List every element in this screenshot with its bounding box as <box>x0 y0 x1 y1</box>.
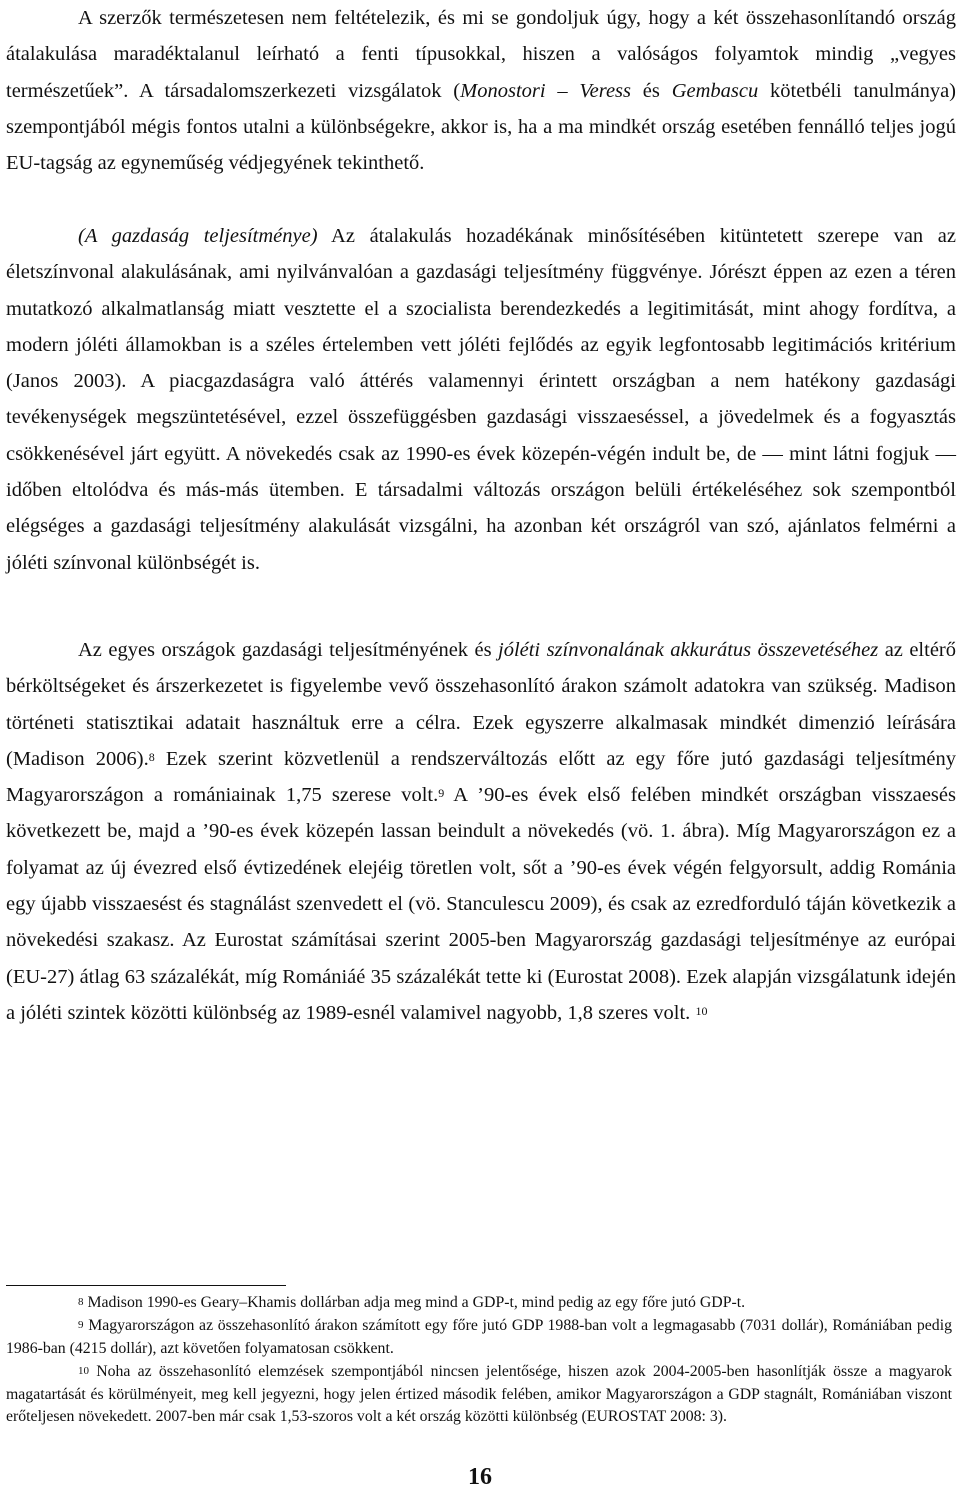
author-name-italic: Gembascu <box>671 79 759 102</box>
footnote-text: Madison 1990-es Geary–Khamis dollárban adja meg mind a GDP-t, mind pedig az egy főre jutó GDP-t. <box>87 1294 746 1311</box>
section-heading-italic: (A gazdaság teljesítménye) <box>78 225 318 247</box>
paragraph-3 <box>6 632 956 1031</box>
footnote-text: Noha az összehasonlító elemzések szempontjából nincsen jelentősége, hiszen azok 2004-2005-ben hasonlítják össze a magyarok magatartását és körülményeit, meg kell jegyezni, hogy jelen értized második felében, amikor Magyarországon a GDP stagnált, Romániában viszont erőteljesen növekedett. 2007-ben már csak 1,53-szoros volt a két ország közötti különbség (EUROSTAT 2008: 3). <box>6 1363 952 1426</box>
paragraph-1-text: A szerzők természetesen nem feltételezik, és mi se gondoljuk úgy, hogy a két összehasonlítandó ország átalakulása maradéktalanul leírható a fenti típusokkal, hiszen a valóságos folyamtok mindig „vegyes természetűek”. A társadalomszerkezeti vizsgálatok ( <box>6 7 956 102</box>
footnote-8 <box>6 1292 952 1314</box>
footnote-ref-10[interactable]: 10 <box>695 1003 708 1018</box>
footnotes <box>6 1292 952 1429</box>
footnote-divider <box>6 1285 286 1286</box>
paragraph-3-part-d: A ’90-es évek első felében mindkét országban visszaesés következett be, majd a ’90-es évek közepén lassan beindult a növekedés (vö. 1. ábra). Míg Magyarországon ez a folyamat az új évezred első évtizedének elejéig töretlen volt, sőt a ’90-es évek végén felgyorsult, addig Románia egy újabb visszaesést és stagnálást szenvedett el (vö. Stanculescu 2009), és csak az ezredforduló táján következik a növekedési szakasz. Az Eurostat számításai szerint 2005-ben Magyarország gazdasági teljesítménye az európai (EU-27) átlag 63 százalékát, míg Romániáé 35 százalékát tette ki (Eurostat 2008). Ezek alapján vizsgálatunk idején a jóléti szintek közötti különbség az 1989-esnél valamivel nagyobb, 1,8 szeres volt. <box>6 784 956 1024</box>
paragraph-2 <box>6 218 956 581</box>
footnote-ref-8[interactable]: 8 <box>148 749 155 764</box>
footnote-9 <box>6 1315 952 1360</box>
paragraph-1-end: kötetbéli tanulmánya) szempontjából mégis fontos utalni a különbségekre, akkor is, ha a ma mindkét ország esetében fennálló teljes jogú EU-tagság az egyneműség védjegyének tekinthető. <box>6 79 957 175</box>
paragraph-3-part-c: Ezek szerint közvetlenül a rendszerváltozás előtt az egy főre jutó gazdasági teljesítmény Magyarországon a romániainak 1,75 szerese volt. <box>6 747 956 807</box>
footnote-text: Magyarországon az összehasonlító árakon számított egy főre jutó GDP 1988-ban volt a legmagasabb (7031 dollár), Romániában pedig 1986-ban (4215 dollár), azt követően folyamatosan csökkent. <box>6 1317 952 1357</box>
footnote-number: 8 <box>78 1296 84 1308</box>
paragraph-1 <box>6 0 956 181</box>
paragraph-3-start: Az egyes országok gazdasági teljesítményének és <box>78 639 498 661</box>
footnote-10 <box>6 1361 952 1428</box>
paragraph-3-part-b: az eltérő bérköltségeket és árszerkezetet is figyelembe vevő összehasonlító árakon számolt adatokra van szükség. Madison történeti statisztikai adatait használtuk erre a célra. Ezek egyszerre alkalmasak mindkét dimenzió leírására (Madison 2006). <box>6 639 957 770</box>
footnote-number: 9 <box>78 1319 84 1332</box>
footnote-ref-9[interactable]: 9 <box>438 786 445 801</box>
paragraph-2-text: Az átalakulás hozadékának minősítésében kitüntetett szerepe van az életszínvonal alakulásának, ami nyilvánvalóan a gazdasági teljesítmény függvénye. Jórészt éppen az ezen a téren mutatkozó alkalmatlanság miatt vesztette el a szocialista berendezkedés a legitimitását, mint ahogy fordítva, a modern jóléti államokban is a széles értelemben vett jóléti fejlődés az egyik legfontosabb legitimációs kritérium (Janos 2003). A piacgazdaságra való áttérés valamennyi érintett országban a nem hatékony gazdasági tevékenységek megszüntetésével, ezzel összefüggésben gazdasági visszaeséssel, a jövedelmek és a fogyasztás csökkenésével járt együtt. A növekedés csak az 1990-es évek közepén-végén indult be, de — mint látni fogjuk — időben eltolódva és más-más ütemben. E társadalmi változás országon belüli értékeléséhez sok szempontból elégséges a gazdasági teljesítmény alakulását vizsgálni, ha azonban két országról van szó, ajánlatos felmérni a jóléti színvonal különbségét is. <box>6 225 957 574</box>
footnote-number: 10 <box>78 1365 89 1378</box>
paragraph-3-italic: jóléti színvonalának akkurátus összevetéséhez <box>498 639 879 661</box>
page-number: 16 <box>468 1464 492 1490</box>
author-names-italic: Monostori – Veress <box>460 79 632 102</box>
paragraph-1-connector: és <box>631 79 672 102</box>
